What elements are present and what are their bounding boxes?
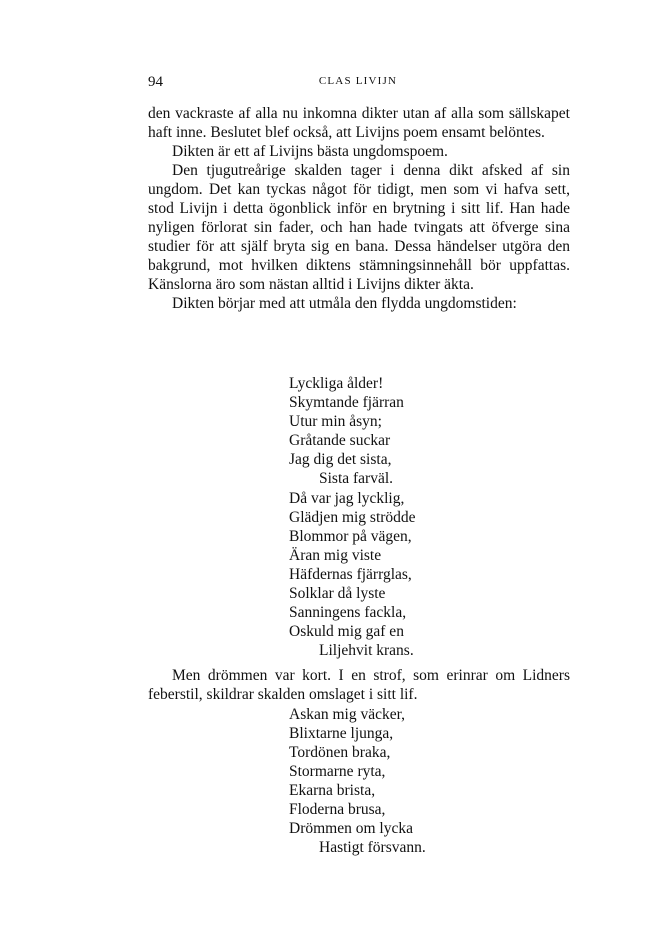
poem-line: Häfdernas fjärrglas,: [289, 566, 412, 583]
poem-line: Blommor på vägen,: [289, 528, 412, 545]
poem-line: Skymtande fjärran: [289, 394, 404, 411]
poem-stanza-1: [289, 374, 404, 488]
poem-line: Solklar då lyste: [289, 585, 386, 602]
paragraph-5: Men drömmen var kort. I en strof, som erinrar om Lidners feberstil, skildrar skalden omslaget i sitt lif.: [148, 667, 570, 703]
poem-line: Askan mig väcker,: [289, 706, 406, 723]
poem-line: Oskuld mig gaf en: [289, 623, 404, 640]
poem-stanza-2: [289, 489, 416, 660]
paragraph-1: den vackraste af alla nu inkomna dikter utan af alla som sällskapet haft inne. Beslutet blef också, att Livijns poem ensamt belöntes.: [148, 105, 570, 141]
poem-line: Drömmen om lycka: [289, 820, 413, 837]
poem-line: Då var jag lycklig,: [289, 490, 405, 507]
page-number: 94: [148, 74, 163, 90]
poem-line: Blixtarne ljunga,: [289, 725, 394, 742]
poem-line: Liljehvit krans.: [319, 642, 414, 659]
poem-line: Äran mig viste: [289, 547, 382, 564]
poem-stanza-3: [289, 705, 426, 857]
paragraph-4: Dikten börjar med att utmåla den flydda ungdomstiden:: [172, 295, 517, 312]
poem-line: Ekarna brista,: [289, 782, 376, 799]
poem-line: Jag dig det sista,: [289, 451, 392, 468]
poem-line: Sista farväl.: [319, 470, 394, 487]
paragraph-3: Den tjugutreårige skalden tager i denna dikt afsked af sin ungdom. Det kan tyckas något för tidigt, men som vi hafva sett, stod Livijn i detta ögonblick inför en brytning i sitt lif. Han hade nyligen förlorat sin fader, och han hade tvingats att öfverge sina studier för att själf bryta sig en bana. Dessa händelser utgöra den bakgrund, mot hvilken diktens stämningsinnehåll bör uppfattas. Känslorna äro som nästan alltid i Livijns dikter äkta.: [148, 162, 570, 293]
poem-line: Glädjen mig strödde: [289, 509, 416, 526]
prose-block-1: [148, 104, 570, 313]
poem-line: Gråtande suckar: [289, 432, 391, 449]
poem-line: Tordönen braka,: [289, 744, 391, 761]
running-title: CLAS LIVIJN: [318, 75, 398, 87]
poem-line: Floderna brusa,: [289, 801, 386, 818]
poem-line: Hastigt försvann.: [319, 839, 426, 856]
poem-line: Lyckliga ålder!: [289, 375, 384, 392]
page-header: [148, 74, 568, 94]
prose-block-2: [148, 666, 570, 704]
poem-line: Sanningens fackla,: [289, 604, 407, 621]
poem-line: Utur min åsyn;: [289, 413, 382, 430]
poem-line: Stormarne ryta,: [289, 763, 386, 780]
paragraph-2: Dikten är ett af Livijns bästa ungdomspoem.: [172, 143, 448, 160]
